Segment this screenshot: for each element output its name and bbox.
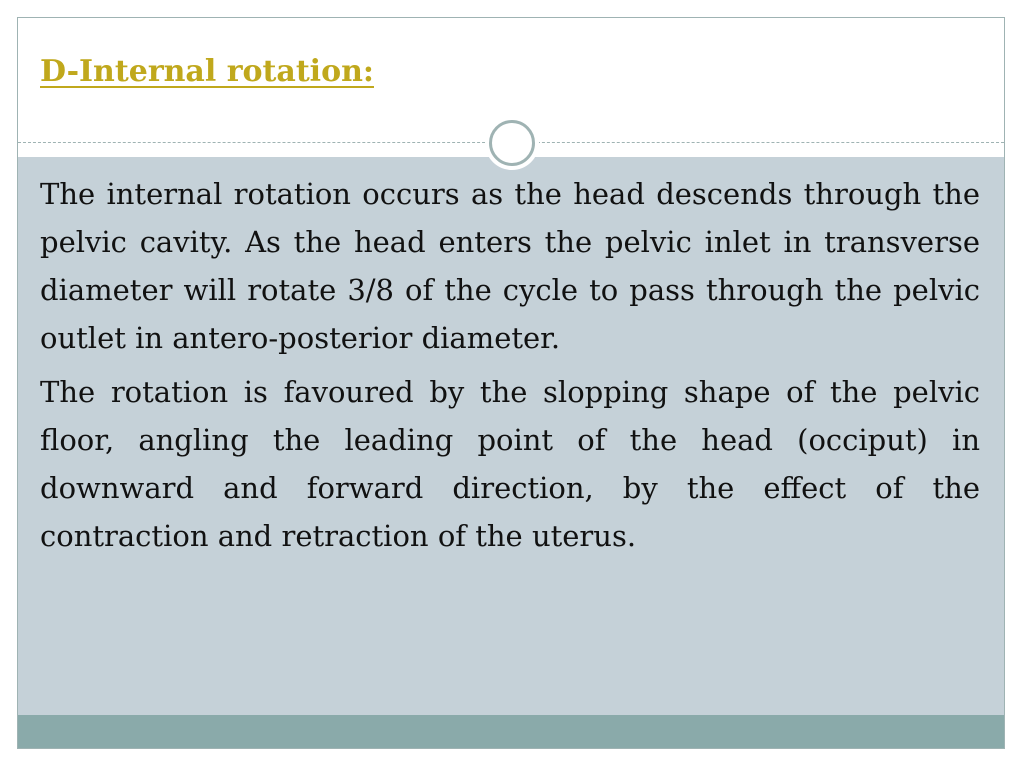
paragraph-2: The rotation is favoured by the slopping shape of the pelvic floor, angling the leading point of the head (occiput) in downward and forward direction, by the effect of the contraction and retraction of the uterus. (40, 375, 980, 553)
paragraph-1: The internal rotation occurs as the head descends through the pelvic cavity. As the head enters the pelvic inlet in transverse diameter will rotate 3/8 of the cycle to pass through the pelvic outlet in antero-posterior diameter. (40, 177, 980, 355)
slide-frame (17, 17, 1005, 749)
body-text (40, 170, 980, 566)
divider-ring-icon (485, 116, 539, 170)
slide-title: D-Internal rotation: (40, 54, 374, 89)
footer-band (18, 715, 1004, 748)
